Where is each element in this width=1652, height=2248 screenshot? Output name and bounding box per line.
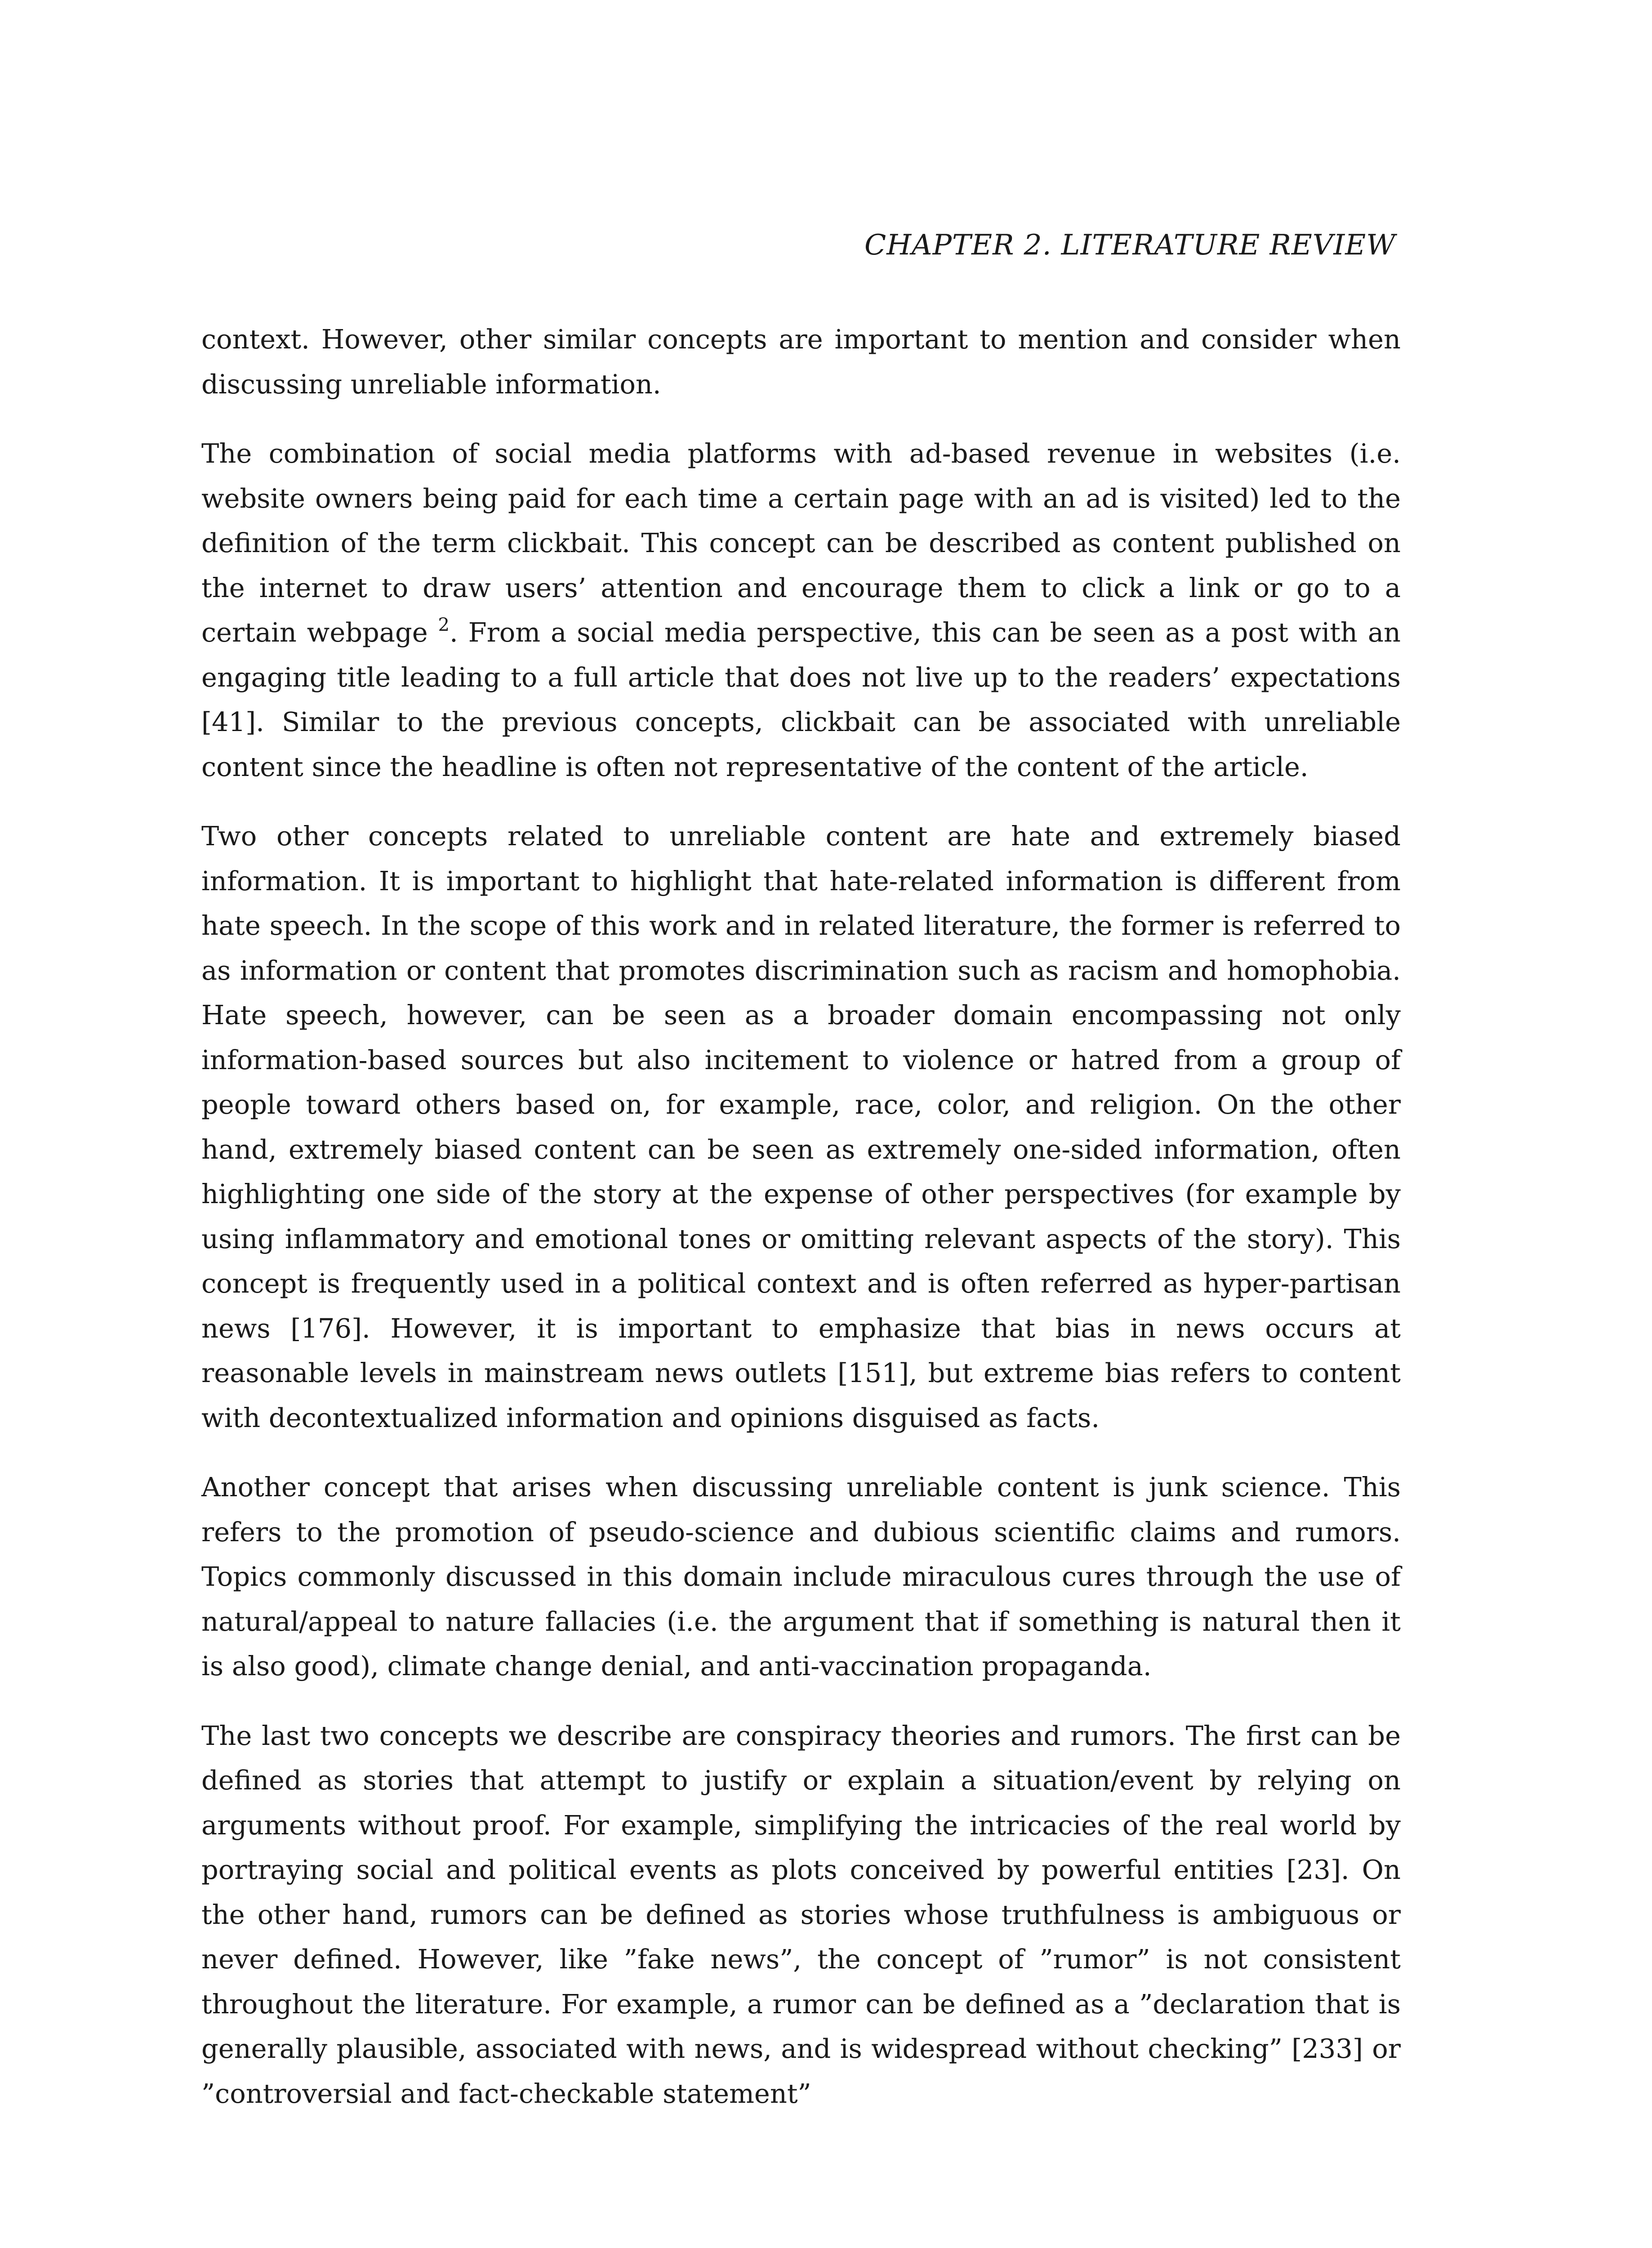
body-text — [201, 317, 1401, 2116]
footnote-mark: 2 — [438, 615, 450, 635]
paragraph-context — [201, 317, 1401, 406]
paragraph-conspiracy-rumors — [201, 1713, 1401, 2116]
paragraph-hate-bias — [201, 814, 1401, 1440]
paragraph-text: The combination of social media platforms with ad-based revenue in websites (i.e. website owners being paid for each time a certain page with an ad is visited) led to the definition of the term clickbait. This concept can be described as content published on the internet to draw users’ attention and encourage them to click a link or go to a certain webpage — [201, 438, 1401, 648]
running-header: CHAPTER 2. LITERATURE REVIEW — [864, 228, 1396, 261]
paragraph-text: The last two concepts we describe are conspiracy theories and rumors. The first can be defined as stories that attempt to justify or explain a situation/event by relying on arguments without proof. For example, simplifying the intricacies of the real world by portraying social and political events as plots conceived by powerful entities [23]. On the other hand, rumors can be defined as stories whose truthfulness is ambiguous or never defined. However, like ”fake news”, the concept of ”rumor” is not consistent throughout the literature. For example, a rumor can be defined as a ”declaration that is generally plausible, associated with news, and is widespread without checking” [233] or ”controversial and fact-checkable statement” — [201, 1720, 1401, 2109]
paragraph-clickbait — [201, 431, 1401, 789]
paragraph-text: context. However, other similar concepts are important to mention and consider when discussing unreliable information. — [201, 324, 1401, 400]
paragraph-junk-science — [201, 1465, 1401, 1689]
paragraph-text-continued: . From a social media perspective, this can be seen as a post with an engaging title leading to a full article that does not live up to the readers’ expectations [41]. Similar to the previous concepts, clickbait can be associated with unreliable content since the headline is often not representative of the content of the article. — [201, 617, 1401, 782]
paragraph-text: Another concept that arises when discussing unreliable content is junk science. This refers to the promotion of pseudo-science and dubious scientific claims and rumors. Topics commonly discussed in this domain include miraculous cures through the use of natural/appeal to nature fallacies (i.e. the argument that if something is natural then it is also good), climate change denial, and anti-vaccination propaganda. — [201, 1472, 1401, 1682]
paragraph-text: Two other concepts related to unreliable content are hate and extremely biased information. It is important to highlight that hate-related information is different from hate speech. In the scope of this work and in related literature, the former is referred to as information or content that promotes discrimination such as racism and homophobia. Hate speech, however, can be seen as a broader domain encompassing not only information-based sources but also incitement to violence or hatred from a group of people toward others based on, for example, race, color, and religion. On the other hand, extremely biased content can be seen as extremely one-sided information, often highlighting one side of the story at the expense of other perspectives (for example by using inflammatory and emotional tones or omitting relevant aspects of the story). This concept is frequently used in a political context and is often referred as hyper-partisan news [176]. However, it is important to emphasize that bias in news occurs at reasonable levels in mainstream news outlets [151], but extreme bias refers to content with decontextualized information and opinions disguised as facts. — [201, 821, 1401, 1433]
